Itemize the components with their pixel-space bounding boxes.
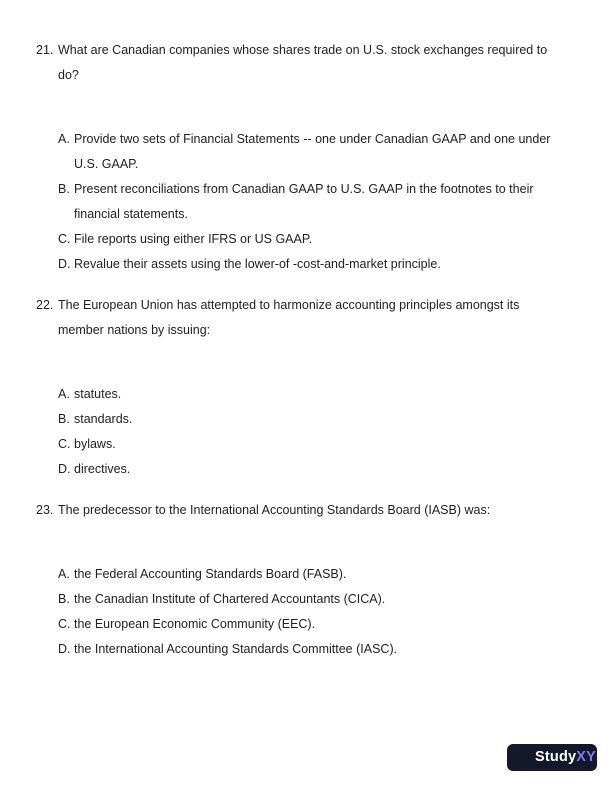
option-text: the European Economic Community (EEC). <box>74 617 316 631</box>
answer-option <box>58 382 563 407</box>
option-text: the Federal Accounting Standards Board (FASB). <box>74 567 347 581</box>
brand-name <box>535 744 596 771</box>
brand-name-primary: Study <box>535 749 577 765</box>
answer-option <box>58 637 563 662</box>
answer-options <box>58 127 563 277</box>
option-text: statutes. <box>74 387 122 401</box>
brand-name-accent: XY <box>576 749 597 765</box>
plus-icon <box>514 750 530 766</box>
question-row <box>36 38 563 88</box>
answer-option <box>58 612 563 637</box>
option-letter: A. <box>58 387 70 401</box>
question-text: The predecessor to the International Accounting Standards Board (IASB) was: <box>58 503 491 517</box>
option-letter: D. <box>58 642 71 656</box>
option-letter: B. <box>58 592 70 606</box>
answer-options <box>58 382 563 482</box>
option-letter: D. <box>58 462 71 476</box>
option-letter: C. <box>58 232 71 246</box>
option-text: standards. <box>74 412 133 426</box>
option-text: File reports using either IFRS or US GAAP. <box>74 232 313 246</box>
answer-option <box>58 252 563 277</box>
option-letter: D. <box>58 257 71 271</box>
answer-option <box>58 127 563 177</box>
question-block <box>36 38 563 277</box>
answer-option <box>58 587 563 612</box>
answer-options <box>58 562 563 662</box>
option-letter: C. <box>58 437 71 451</box>
option-text: Present reconciliations from Canadian GAAP to U.S. GAAP in the footnotes to their financial statements. <box>74 182 534 221</box>
option-letter: C. <box>58 617 71 631</box>
question-row <box>36 293 563 343</box>
option-text: bylaws. <box>74 437 116 451</box>
answer-option <box>58 227 563 252</box>
question-text: What are Canadian companies whose shares trade on U.S. stock exchanges required to do? <box>58 43 548 82</box>
answer-option <box>58 177 563 227</box>
answer-option <box>58 562 563 587</box>
question-number: 22. <box>36 298 54 312</box>
option-text: directives. <box>74 462 131 476</box>
option-letter: A. <box>58 567 70 581</box>
question-block <box>36 498 563 662</box>
option-text: the International Accounting Standards Committee (IASC). <box>74 642 398 656</box>
studyxy-logo <box>507 744 597 771</box>
question-number: 23. <box>36 503 54 517</box>
question-row <box>36 498 563 523</box>
answer-option <box>58 407 563 432</box>
answer-option <box>58 457 563 482</box>
option-letter: B. <box>58 412 70 426</box>
option-text: Revalue their assets using the lower-of -cost-and-market principle. <box>74 257 441 271</box>
answer-option <box>58 432 563 457</box>
question-text: The European Union has attempted to harmonize accounting principles amongst its member nations by issuing: <box>58 298 520 337</box>
question-list <box>36 38 563 662</box>
option-letter: B. <box>58 182 70 196</box>
option-letter: A. <box>58 132 70 146</box>
question-block <box>36 293 563 482</box>
option-text: Provide two sets of Financial Statements -- one under Canadian GAAP and one under U.S. GAAP. <box>74 132 551 171</box>
option-text: the Canadian Institute of Chartered Accountants (CICA). <box>74 592 386 606</box>
question-number: 21. <box>36 43 54 57</box>
